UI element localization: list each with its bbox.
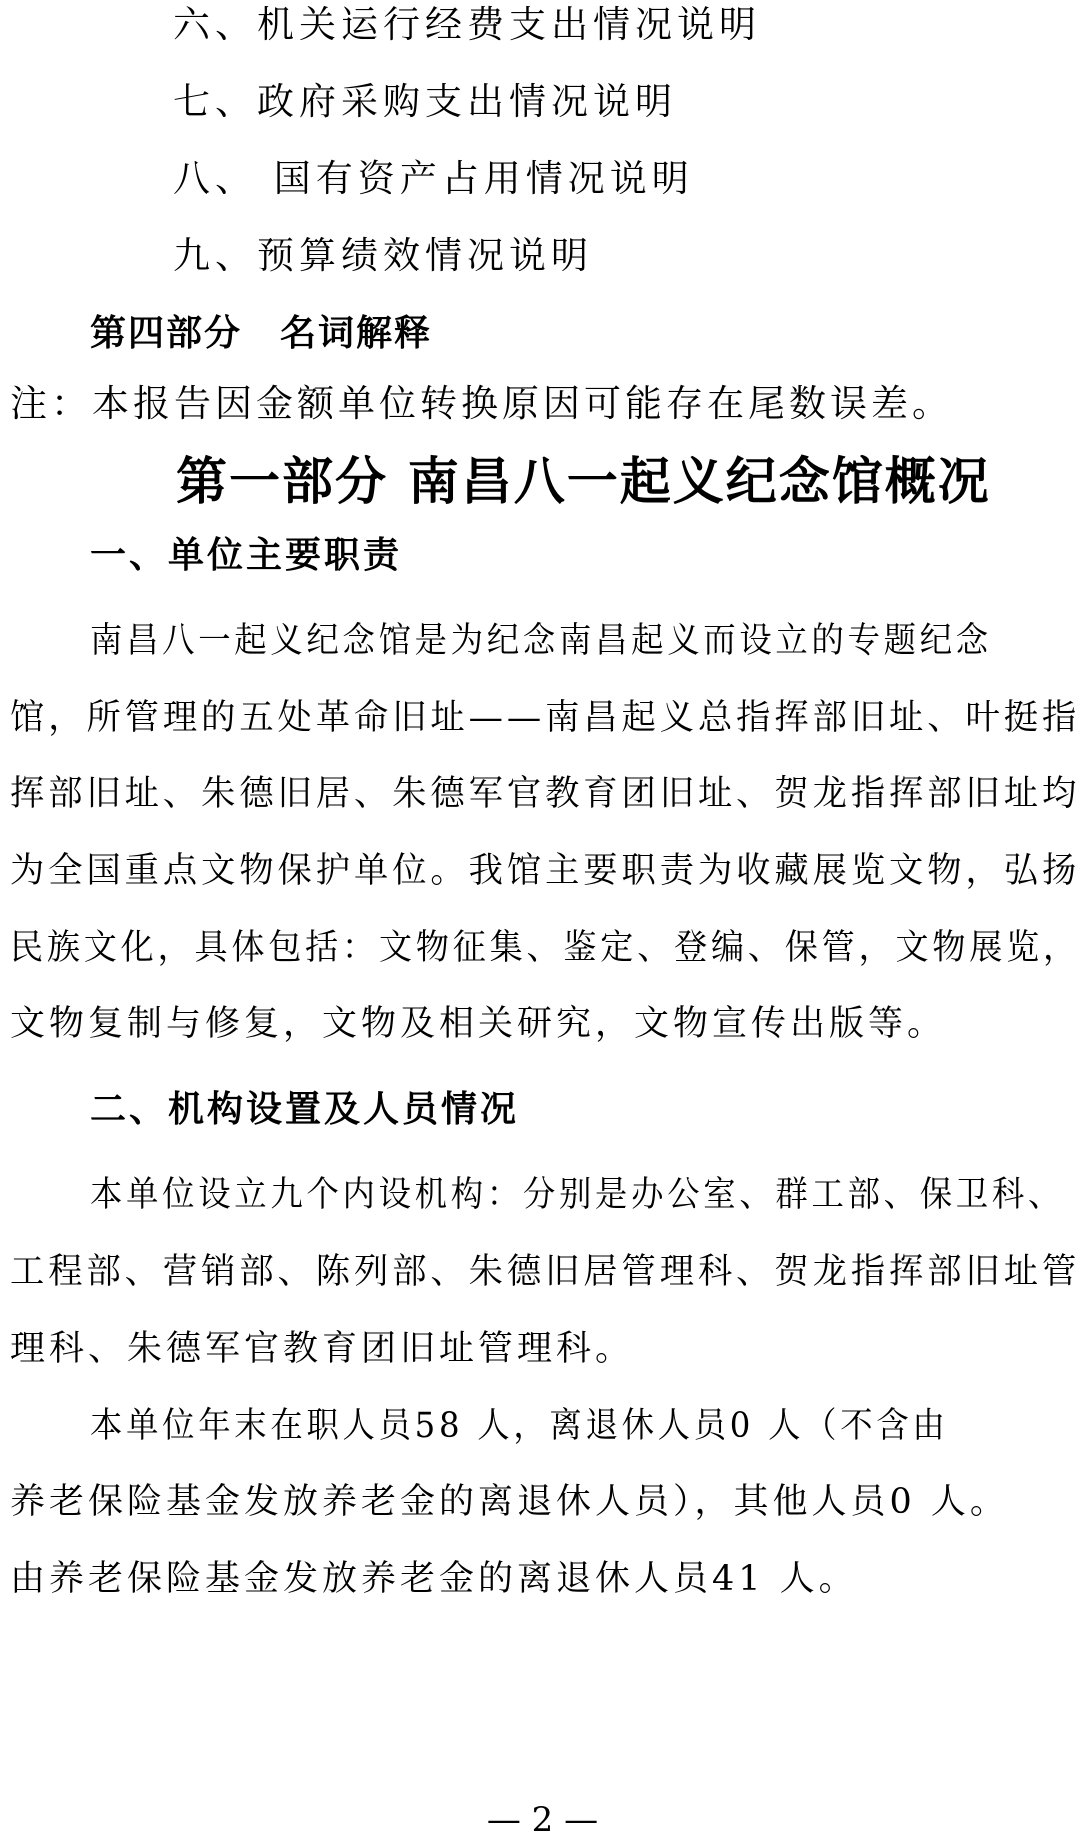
paragraph-line: 本单位设立九个内设机构：分别是办公室、群工部、保卫科、 <box>90 1175 1065 1215</box>
paragraph-line: 文物复制与修复，文物及相关研究，文物宣传出版等。 <box>10 1004 947 1044</box>
paragraph-line: 民族文化，具体包括：文物征集、鉴定、登编、保管，文物展览， <box>10 928 1080 968</box>
toc-item: 六、机关运行经费支出情况说明 <box>173 3 761 46</box>
note-text: 注：本报告因金额单位转换原因可能存在尾数误差。 <box>10 382 953 425</box>
paragraph-line: 馆，所管理的五处革命旧址——南昌起义总指挥部旧址、叶挺指 <box>10 698 1081 738</box>
toc-item: 七、政府采购支出情况说明 <box>173 80 677 123</box>
paragraph-line: 养老保险基金发放养老金的离退休人员），其他人员0 人。 <box>10 1482 1009 1522</box>
section-heading: 二、机构设置及人员情况 <box>90 1089 520 1130</box>
toc-item: 九、预算绩效情况说明 <box>173 234 593 277</box>
paragraph-line: 工程部、营销部、陈列部、朱德旧居管理科、贺龙指挥部旧址管 <box>10 1252 1081 1292</box>
toc-part-heading: 第四部分 名词解释 <box>90 313 433 354</box>
paragraph-line: 由养老保险基金发放养老金的离退休人员41 人。 <box>10 1559 858 1599</box>
paragraph-line: 理科、朱德军官教育团旧址管理科。 <box>10 1329 635 1369</box>
toc-item: 八、 国有资产占用情况说明 <box>173 157 694 200</box>
page-title: 第一部分 南昌八一起义纪念馆概况 <box>176 453 991 512</box>
page-number: — 2 — <box>486 1800 599 1840</box>
paragraph-line: 南昌八一起义纪念馆是为纪念南昌起义而设立的专题纪念 <box>90 621 992 661</box>
paragraph-line: 挥部旧址、朱德旧居、朱德军官教育团旧址、贺龙指挥部旧址均 <box>10 774 1081 814</box>
section-heading: 一、单位主要职责 <box>90 535 403 576</box>
paragraph-line: 本单位年末在职人员58 人，离退休人员0 人（不含由 <box>90 1406 949 1446</box>
paragraph-line: 为全国重点文物保护单位。我馆主要职责为收藏展览文物，弘扬 <box>10 851 1081 891</box>
